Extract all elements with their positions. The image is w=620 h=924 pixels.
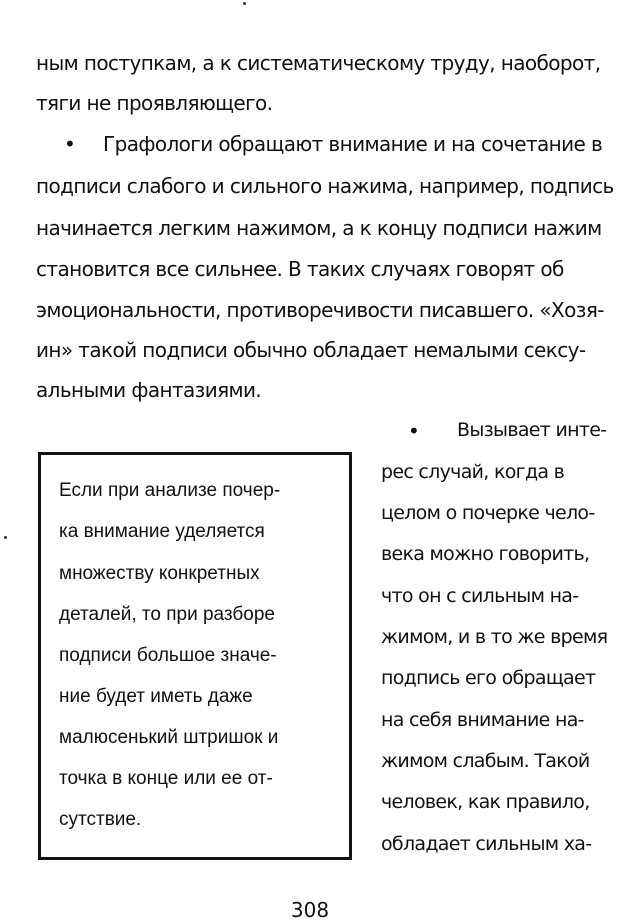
aside-line: подписи большое значе-: [59, 645, 277, 666]
text-line: эмоциональности, противоречивости писавшего. «Хозя-: [36, 298, 604, 322]
column-line: целом о почерке чело-: [381, 502, 595, 524]
aside-line: точка в конце или ее от-: [59, 768, 273, 789]
column-line: обладает сильным ха-: [381, 833, 592, 855]
text-line: становится все сильнее. В таких случаях говорят об: [36, 257, 564, 281]
column-line: подпись его обращает: [381, 667, 596, 689]
column-line: рес случай, когда в: [381, 461, 565, 483]
column-line: века можно говорить,: [381, 543, 590, 565]
page-number: 308: [290, 898, 330, 922]
column-line: жимом, и в то же время: [381, 626, 608, 648]
aside-line: Если при анализе почер-: [59, 480, 281, 501]
text-line: подписи слабого и сильного нажима, например, подпись: [36, 174, 614, 198]
text-line: тяги не проявляющего.: [36, 91, 273, 115]
text-line: начинается легким нажимом, а к концу подписи нажим: [36, 216, 602, 240]
aside-line: ние будет иметь даже: [59, 686, 253, 707]
column-line: жимом слабым. Такой: [381, 750, 590, 772]
aside-line: деталей, то при разборе: [59, 604, 275, 625]
text-line: альными фантазиями.: [36, 378, 262, 402]
text-line: ным поступкам, а к систематическому труду, наоборот,: [36, 51, 601, 75]
scan-speck: [243, 2, 246, 5]
column-line: что он с сильным на-: [381, 585, 579, 607]
bullet-marker: •: [64, 132, 76, 156]
scan-speck: [4, 536, 7, 539]
aside-line: малюсенький штришок и: [59, 727, 279, 748]
aside-line: множеству конкретных: [59, 563, 260, 584]
text-line: ин» такой подписи обычно обладает немалыми сексу-: [36, 338, 586, 362]
column-line: Вызывает инте-: [457, 419, 607, 441]
text-line: Графологи обращают внимание и на сочетание в: [103, 132, 603, 156]
column-line: на себя внимание на-: [381, 709, 584, 731]
aside-line: сутствие.: [59, 809, 142, 830]
bullet-marker: •: [408, 419, 420, 443]
aside-box: [38, 452, 352, 860]
column-line: человек, как правило,: [381, 791, 590, 813]
aside-line: ка внимание уделяется: [59, 521, 265, 542]
